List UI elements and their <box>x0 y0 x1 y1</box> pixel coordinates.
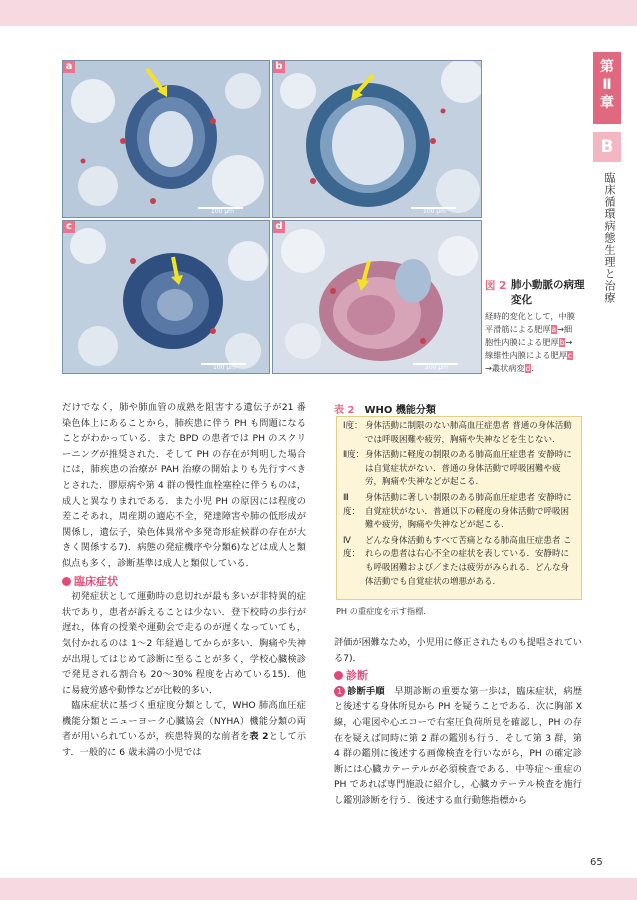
table-row <box>343 535 575 589</box>
scale-bar-c: 100 µm <box>213 364 237 371</box>
left-para-3 <box>62 698 306 760</box>
table-text: 身体活動に制限のない肺高血圧症患者 普通の身体活動では呼吸困難や疲労，胸痛や失神などを生じない. <box>365 421 572 445</box>
figure-description <box>485 310 579 375</box>
left-para-1: だけでなく，肺や肺血管の成熟を阻害する遺伝子が21 番染色体上にあることから，肺疾患に伴う PH も問題になることがわかっている．また BPD の患者では PH のスクリーニングが推奨された．そして PH の存在が判明した場合には，肺疾患の治療が PAH 治療の開始よりも先行すべきとされた．膠原病や第 4 群の慢性血栓塞栓に伴うものは，成人と異なりまれである．また小児 PH の原因には程度の差こそあれ，周産期の適応不全，発達障害や肺の低形成が関係し，遺伝子，染色体異常や多発奇形症候群の存在が大きく関係する7)．病態の発症機序や分類6)などは成人と類似点も多く，診断基準は成人と類似している． <box>62 402 306 569</box>
chapter-label-1: 第 <box>600 59 614 75</box>
table-title <box>334 401 436 416</box>
table-row <box>343 420 575 447</box>
chapter-label-2: Ⅱ <box>602 77 612 93</box>
left-para-3b: として示す．一般的に 6 歳未満の小児では <box>62 731 307 759</box>
tag-b: b <box>559 338 565 347</box>
top-band <box>0 0 637 26</box>
figure-desc-5: ． <box>531 363 540 373</box>
table-row <box>343 492 575 533</box>
table-level: Ⅳ度： <box>343 535 361 560</box>
right-para-1: 評価が困難なため，小児用に修正されたものも提唱されている7)． <box>334 637 582 664</box>
bottom-band <box>0 878 637 900</box>
figure-desc-1: 経時的変化として，中膜平滑筋による肥厚 <box>485 311 575 334</box>
figure-number: 図 2 <box>485 280 507 292</box>
panel-label-d: d <box>273 221 285 233</box>
left-column <box>62 400 306 761</box>
table-title-text: WHO 機能分類 <box>364 405 436 416</box>
table-level: Ⅲ度： <box>343 492 361 517</box>
micrograph-d <box>272 220 482 374</box>
tag-d: d <box>525 364 531 373</box>
tag-a: a <box>551 325 557 334</box>
step-number-icon: 1 <box>334 686 345 697</box>
figure-desc-4: →叢状病変 <box>485 363 525 373</box>
chapter-tab <box>593 52 621 124</box>
micrograph-c-image <box>63 221 269 373</box>
scale-bar-b: 100 µm <box>423 208 447 215</box>
table-number: 表 2 <box>334 405 355 416</box>
micrograph-b-image <box>273 61 481 217</box>
table-level: Ⅱ度： <box>343 450 365 461</box>
bullet-icon <box>62 577 71 586</box>
table-note: PH の重症度を示す指標. <box>336 606 426 616</box>
section-title: 臨床循環病態生理と治療 <box>603 172 616 304</box>
panel-label-c: c <box>63 221 75 233</box>
who-table <box>336 416 582 600</box>
figure-desc-2: →細胞性内膜による肥厚 <box>485 324 573 347</box>
micrograph-a-image <box>63 61 269 217</box>
table-level: Ⅰ度： <box>343 421 363 431</box>
table-row <box>343 449 575 490</box>
panel-label-a: a <box>63 61 75 73</box>
heading-clinical-symptoms <box>62 574 306 590</box>
left-para-2: 初発症状として運動時の息切れが最も多いが非特異的症状であり，患者が訴えることは少ない．登下校時の歩行が遅れ，体育の授業や運動会で走るのが遅くなっていても，気付かれるのは 1〜2 年経過してからが多い．胸痛や失神が出現してはじめて診断に至ることが多く，学校心臓検診で発見される割合も 20〜30% 程度を占めている15)．他に易疲労感や動悸などが比較的多い． <box>62 591 306 696</box>
scale-bar-d: 200 µm <box>425 364 449 371</box>
figure-title: 肺小動脈の病理変化 <box>511 279 585 306</box>
tag-c: c <box>567 351 573 360</box>
left-para-3a: 臨床症状に基づく重症度分類として，WHO 肺高血圧症機能分類とニューヨーク心臓協会（NYHA）機能分類の両者が用いられているが，疾患特異的な前者を <box>62 700 306 743</box>
right-para-2 <box>334 684 582 809</box>
table-text: どんな身体活動もすべて苦痛となる肺高血圧症患者 これらの患者は右心不全の症状を表している．安静時にも呼吸困難および／または疲労がみられる．どんな身体活動でも自覚症状の増悪がある. <box>365 535 572 587</box>
micrograph-b <box>272 60 482 218</box>
table-text: 身体活動に軽度の制限のある肺高血圧症患者 安静時には自覚症状がない．普通の身体活動で呼吸困難や疲労，胸痛や失神などが起こる. <box>365 450 572 488</box>
heading-diagnosis <box>334 668 582 684</box>
figure-desc-3: →線維性内膜による肥厚 <box>485 337 573 360</box>
bullet-icon <box>334 671 343 680</box>
panel-label-b: b <box>273 61 285 73</box>
heading-clinical-symptoms-text: 臨床症状 <box>74 574 118 588</box>
page-number: 65 <box>590 857 603 868</box>
chapter-label-3: 章 <box>600 95 614 111</box>
micrograph-c <box>62 220 270 374</box>
micrograph-d-image <box>273 221 481 373</box>
table-text: 身体活動に著しい制限のある肺高血圧症患者 安静時に自覚症状がない．普通以下の軽度の身体活動で呼吸困難や疲労，胸痛や失神などが起こる. <box>365 492 572 531</box>
subheading-diagnosis-procedure: 診断手順 <box>347 685 385 697</box>
section-tab: B <box>593 132 621 162</box>
table-ref: 表 2 <box>249 731 269 743</box>
scale-bar-a: 100 µm <box>211 208 235 215</box>
right-para-2-text: 早期診断の重要な第一歩は，臨床症状，病歴と後述する身体所見から PH を疑うことである．次に胸部 X 線，心電図や心エコーで右室圧負荷所見を確認し，PH の存在を疑えば同時に第 2 群の鑑別も行う．そして第 3 群，第 4 群の鑑別に後述する画像検査を行いながら，PH の確定診断には心臓カテーテルが必須検査である．中等症〜重症の PH であれば専門施設に紹介し，心臓カテーテル検査を施行し鑑別診断を行う．後述する血行動態指標から <box>334 685 583 806</box>
heading-diagnosis-text: 診断 <box>346 669 368 683</box>
micrograph-a <box>62 60 270 218</box>
right-column <box>334 635 582 809</box>
